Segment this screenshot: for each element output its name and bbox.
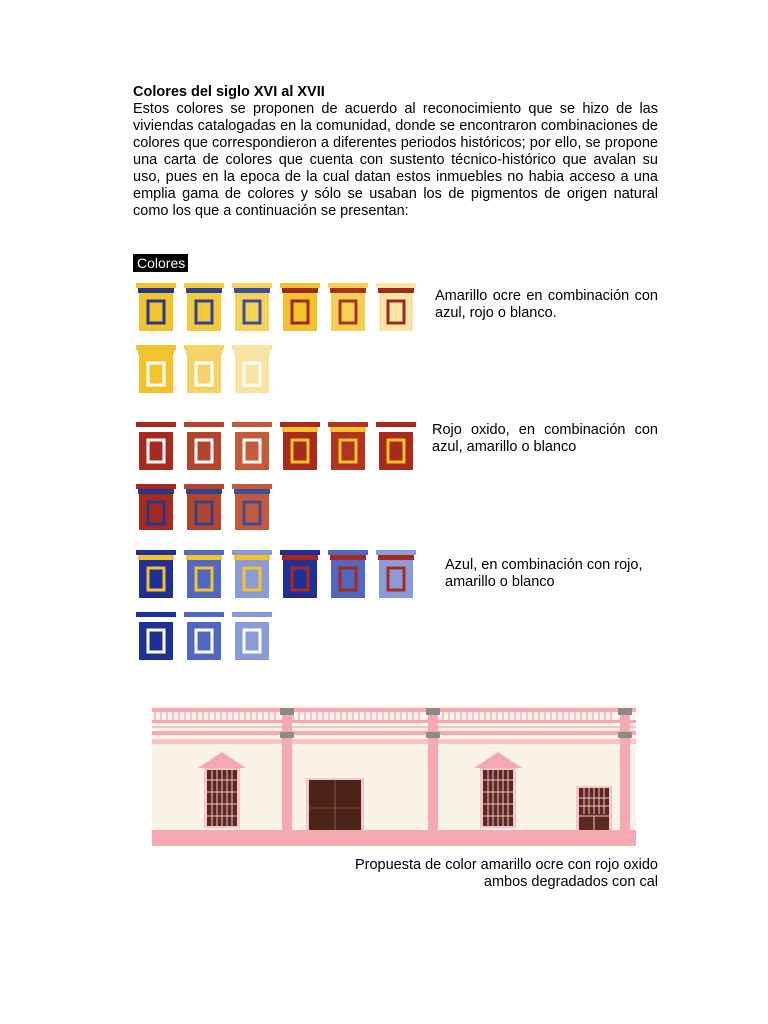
color-swatch (280, 422, 320, 470)
color-swatch (184, 345, 224, 393)
color-swatch (136, 283, 176, 331)
intro-paragraph: Estos colores se proponen de acuerdo al reconocimiento que se hizo de las viviendas catalogadas en la comunidad, donde se encontraron combinaciones de colores que correspondieron a diferentes periodos históricos; por ello, se propone una carta de colores que cuenta con sustento técnico-histórico que avalan su uso, pues en la epoca de la cual datan estos inmuebles no habia acceso a una emplia gama de colores y sólo se usaban los de pigmentos de origen natural como los que a continuación se presentan: (133, 101, 658, 219)
color-swatch (376, 550, 416, 598)
palette-amarillo-description: Amarillo ocre en combinación con azul, rojo o blanco. (435, 288, 658, 321)
window-left (198, 752, 246, 828)
plinth (152, 830, 636, 846)
color-swatch (232, 283, 272, 331)
figure-caption (320, 857, 658, 891)
palette-azul-description: Azul, en combinación con rojo, amarillo o blanco (445, 557, 643, 590)
palette-azul (134, 546, 430, 666)
color-swatch (136, 345, 176, 393)
palette-amarillo-ocre (134, 279, 426, 401)
page-title: Colores del siglo XVI al XVII (133, 84, 325, 100)
color-swatch (328, 550, 368, 598)
section-label: Colores (133, 254, 188, 272)
color-swatch (376, 422, 416, 470)
palette-rojo-oxido (134, 418, 424, 530)
color-swatch (232, 550, 272, 598)
color-swatch (376, 283, 416, 331)
color-swatch (184, 484, 224, 530)
color-swatch (232, 612, 272, 660)
color-swatch (184, 422, 224, 470)
color-swatch (184, 283, 224, 331)
color-swatch (136, 422, 176, 470)
caption-line-2: ambos degradados con cal (483, 874, 658, 890)
color-swatch (136, 484, 176, 530)
color-swatch (136, 550, 176, 598)
facade-illustration (152, 706, 636, 846)
color-swatch (184, 550, 224, 598)
caption-line-1: Propuesta de color amarillo ocre con rojo oxido (354, 857, 658, 873)
color-swatch (232, 345, 272, 393)
color-swatch (136, 612, 176, 660)
color-swatch (280, 283, 320, 331)
color-swatch (232, 422, 272, 470)
window-right (474, 752, 522, 828)
color-swatch (328, 422, 368, 470)
color-swatch (280, 550, 320, 598)
palette-rojo-description: Rojo oxido, en combinación con azul, amarillo o blanco (432, 422, 658, 455)
color-swatch (184, 612, 224, 660)
color-swatch (328, 283, 368, 331)
color-swatch (232, 484, 272, 530)
